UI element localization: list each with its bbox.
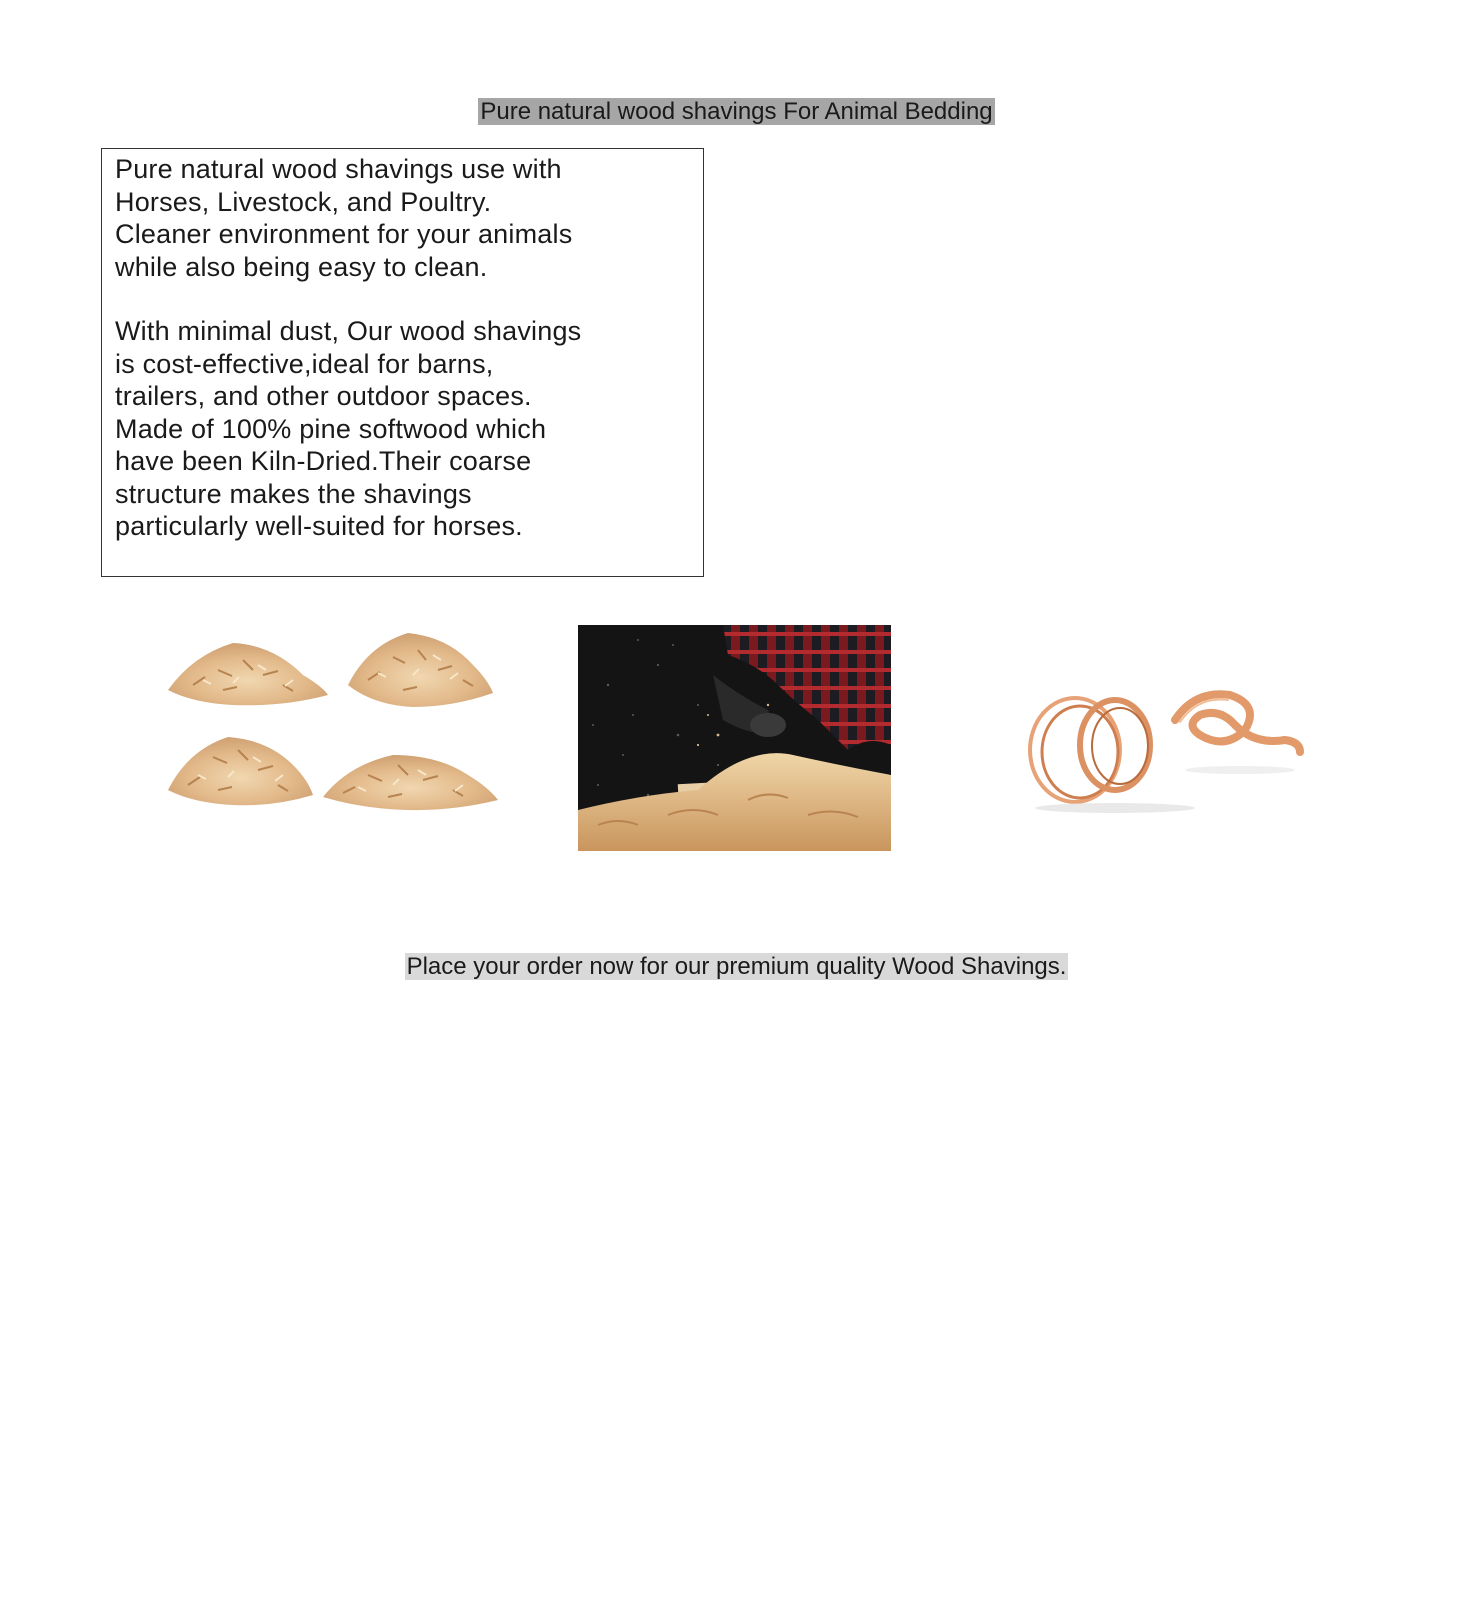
page-title-text: Pure natural wood shavings For Animal Bedding bbox=[480, 98, 993, 125]
page-title bbox=[0, 97, 1473, 127]
wood-curl-large bbox=[1030, 698, 1150, 802]
shavings-pile-top-left bbox=[168, 643, 328, 705]
shavings-pile-top-right bbox=[348, 633, 493, 707]
description-paragraph-2: With minimal dust, Our wood shavings is cost-effective,ideal for barns, trailers, and other outdoor spaces. Made of 100% pine softwood which have been Kiln-Dried.Their coarse structure makes the shavings particularly well-suited for horses. bbox=[115, 316, 582, 541]
wood-shavings-piles-photo bbox=[163, 625, 508, 825]
worker-hand bbox=[750, 713, 786, 737]
woodworker-planing-photo bbox=[578, 625, 891, 851]
shavings-pile-bottom-right bbox=[323, 755, 498, 810]
call-to-action bbox=[0, 952, 1473, 982]
wood-curls-photo bbox=[1015, 680, 1315, 820]
shavings-pile-bottom-left bbox=[168, 737, 313, 805]
call-to-action-text: Place your order now for our premium quality Wood Shavings. bbox=[406, 953, 1067, 980]
description-box bbox=[101, 148, 704, 577]
description-paragraph-1: Pure natural wood shavings use with Horses, Livestock, and Poultry. Cleaner environment for your animals while also being easy to clean. bbox=[115, 154, 573, 282]
wood-curl-small bbox=[1175, 694, 1300, 752]
